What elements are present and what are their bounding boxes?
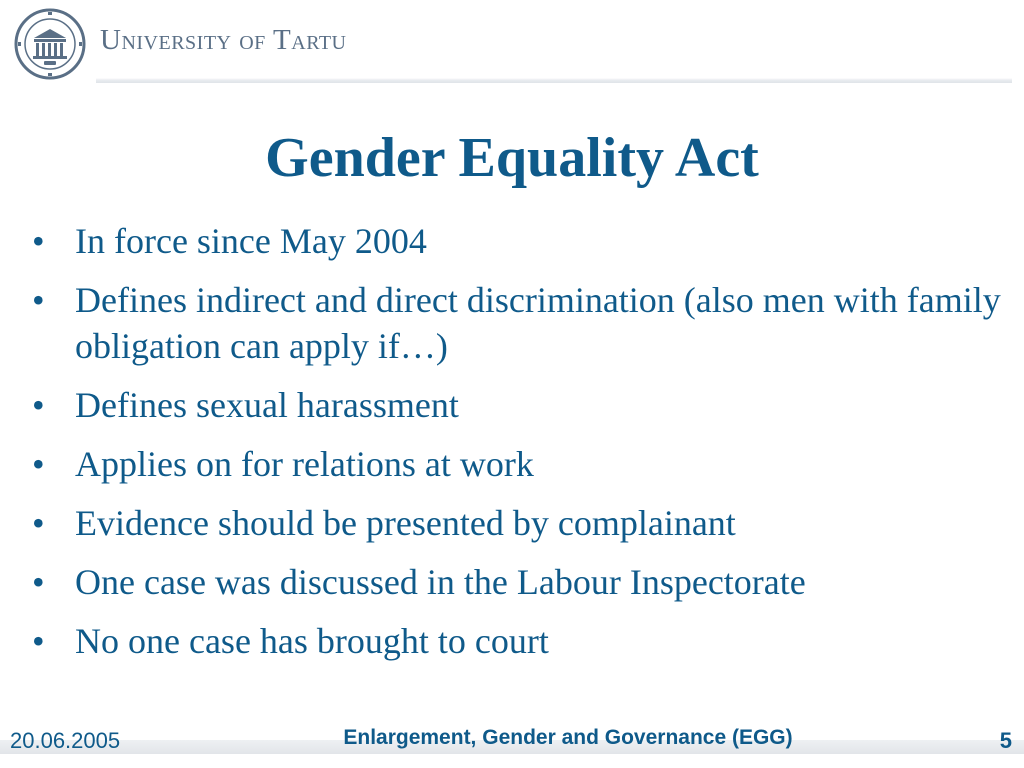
page-number: 5 bbox=[999, 728, 1012, 753]
bullet-text: Applies on for relations at work bbox=[75, 444, 534, 484]
bullet-item bbox=[28, 441, 1018, 487]
slide-title: Gender Equality Act bbox=[265, 127, 759, 189]
bullet-text: Evidence should be presented by complainant bbox=[75, 503, 736, 543]
bullet-text: One case was discussed in the Labour Inspectorate bbox=[75, 562, 806, 602]
university-seal-logo bbox=[14, 8, 86, 80]
bullet-dot: • bbox=[32, 621, 45, 661]
bullet-dot: • bbox=[32, 221, 45, 261]
header bbox=[0, 0, 1024, 96]
university-name: University of Tartu bbox=[100, 24, 347, 56]
header-divider bbox=[96, 78, 1012, 83]
bullet-item bbox=[28, 559, 1018, 605]
bullet-dot: • bbox=[32, 385, 45, 425]
bullet-text: Defines indirect and direct discrimination (also men with family obligation can apply if…) bbox=[75, 280, 1001, 366]
bullet-dot: • bbox=[32, 503, 45, 543]
bullet-item bbox=[28, 382, 1018, 428]
bullet-text: No one case has brought to court bbox=[75, 621, 549, 661]
bullet-item bbox=[28, 500, 1018, 546]
bullet-item bbox=[28, 277, 1018, 369]
bullet-dot: • bbox=[32, 562, 45, 602]
bullet-text: In force since May 2004 bbox=[75, 221, 427, 261]
footer-date: 20.06.2005 bbox=[10, 728, 121, 753]
bullet-list bbox=[28, 218, 1018, 677]
bullet-dot: • bbox=[32, 280, 45, 320]
bullet-item bbox=[28, 218, 1018, 264]
bullet-dot: • bbox=[32, 444, 45, 484]
bullet-item bbox=[28, 618, 1018, 664]
bullet-text: Defines sexual harassment bbox=[75, 385, 459, 425]
footer-presentation-title: Enlargement, Gender and Governance (EGG) bbox=[343, 726, 793, 749]
